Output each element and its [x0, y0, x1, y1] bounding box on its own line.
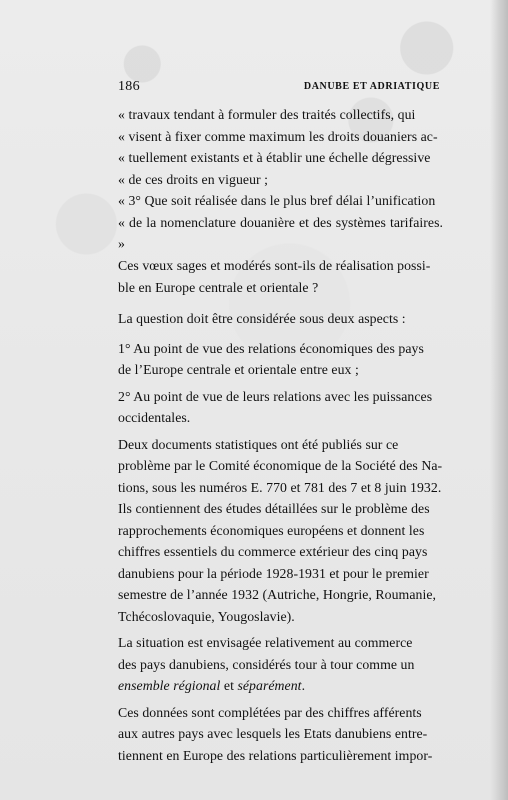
- paragraph-situation-line: des pays danubiens, considérés tour à tour comme un: [118, 656, 415, 672]
- paragraph-final-line: Ces données sont complétées par des chiffres afférents: [118, 704, 422, 720]
- quoted-resolution-text: [118, 104, 443, 255]
- paragraph-documents-line: danubiens pour la période 1928-1931 et pour le premier: [118, 565, 429, 581]
- connector-text: et: [220, 678, 238, 693]
- paragraph-documents-line: rapprochements économiques européens et donnent les: [118, 522, 425, 538]
- question-line: Ces vœux sages et modérés sont-ils de réalisation possi-: [118, 258, 431, 273]
- running-title: DANUBE ET ADRIATIQUE: [303, 81, 440, 92]
- italic-phrase: séparément: [237, 678, 302, 693]
- paragraph-final-line: tiennent en Europe des relations particulièrement impor-: [118, 747, 433, 763]
- quote-line: « visent à fixer comme maximum les droits douaniers ac-: [118, 128, 438, 144]
- paragraph-second-aspect-line: occidentales.: [118, 410, 191, 425]
- paragraph-documents-line: semestre de l’année 1932 (Autriche, Hongrie, Roumanie,: [118, 587, 437, 602]
- paragraph-documents-line: Tchécoslovaquie, Yougoslavie).: [118, 608, 295, 624]
- italic-phrase: ensemble régional: [118, 678, 221, 693]
- quote-line: « de ces droits en vigueur ;: [118, 171, 269, 187]
- paragraph-situation-line: La situation est envisagée relativement au commerce: [118, 635, 413, 650]
- paragraph-final-line: aux autres pays avec lesquels les Etats danubiens entre-: [118, 726, 428, 741]
- page-header: [118, 79, 443, 99]
- sentence-end: .: [301, 678, 306, 693]
- question-paragraph: [118, 255, 443, 298]
- quote-line: « 3° Que soit réalisée dans le plus bref délai l’unification: [118, 193, 436, 208]
- question-line: ble en Europe centrale et orientale ?: [118, 279, 319, 295]
- quote-line: « travaux tendant à formuler des traités collectifs, qui: [118, 107, 416, 122]
- quote-line: « tuellement existants et à établir une échelle dégressive: [118, 150, 431, 165]
- paragraph-first-aspect-line: 1° Au point de vue des relations économiques des pays: [118, 340, 424, 356]
- paragraph-aspects: La question doit être considérée sous deux aspects :: [118, 311, 406, 326]
- page-number: 186: [118, 79, 140, 94]
- paragraph-documents-line: chiffres essentiels du commerce extérieur des cinq pays: [118, 544, 428, 559]
- body-text: [118, 308, 443, 766]
- paragraph-documents-line: tions, sous les numéros E. 770 et 781 des 7 et 8 juin 1932.: [118, 479, 442, 495]
- paragraph-documents-line: problème par le Comité économique de la Société des Na-: [118, 458, 443, 473]
- paragraph-situation-line: [118, 675, 443, 697]
- page-edge-shadow: [490, 0, 508, 800]
- paragraph-documents-line: Ils contiennent des études détaillées sur le problème des: [118, 501, 430, 516]
- paragraph-second-aspect-line: 2° Au point de vue de leurs relations avec les puissances: [118, 388, 433, 404]
- paragraph-first-aspect-line: de l’Europe centrale et orientale entre eux ;: [118, 362, 359, 377]
- quote-line: « de la nomenclature douanière et des systèmes tarifaires. »: [118, 214, 443, 251]
- paragraph-documents-line: Deux documents statistiques ont été publiés sur ce: [118, 436, 399, 452]
